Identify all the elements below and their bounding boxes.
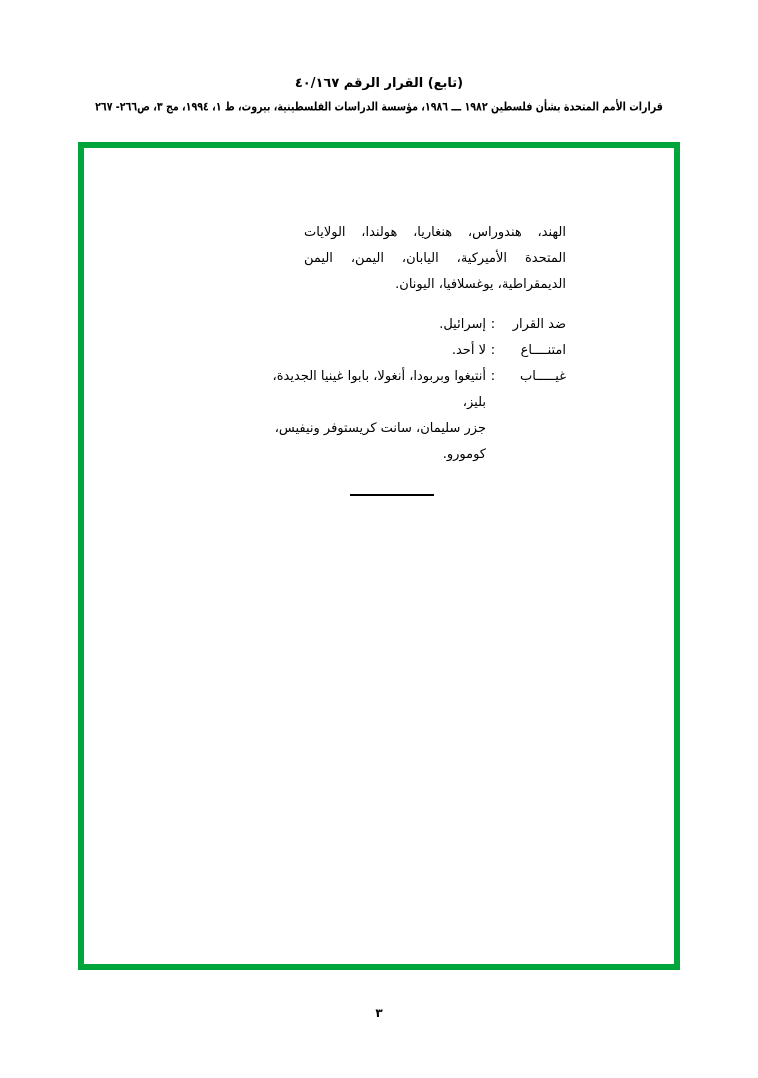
horizontal-rule-divider [350, 494, 434, 496]
vote-label-absent: غيـــــاب [520, 369, 566, 384]
vote-colon: : [490, 317, 496, 332]
header-source-citation: قرارات الأمم المتحدة بشأن فلسطين ١٩٨٢ ـــ ١٩٨٦، مؤسسة الدراسات الفلسطينية، بيروت، ط ١، ١٩٩٤، مج ٣، ص٢٦٦- ٢٦٧ [95, 100, 663, 114]
vote-row [246, 312, 566, 338]
vote-value-absent [246, 364, 486, 468]
vote-value-abstain [246, 338, 486, 364]
page-footer [0, 1006, 758, 1020]
vote-value-line-1: أنتيغوا وبربودا، أنغولا، بابوا غينيا الجديدة، بليز، [272, 369, 486, 410]
countries-line-3: الديمقراطية، يوغسلافيا، اليونان. [395, 277, 566, 292]
vote-colon: : [490, 369, 496, 384]
countries-paragraph [304, 220, 566, 298]
page-header [0, 76, 758, 112]
vote-value-line-2: جزر سليمان، سانت كريستوفر ونيفيس، كومورو. [274, 421, 486, 462]
countries-line-2: المتحدة الأميركية، اليابان، اليمن، اليمن [304, 251, 566, 266]
vote-label-against: ضد القرار [512, 317, 566, 332]
vote-value-line-1: لا أحد. [451, 343, 486, 358]
vote-row [246, 364, 566, 468]
vote-colon: : [490, 343, 496, 358]
vote-result-list [246, 312, 566, 468]
document-content [84, 220, 674, 496]
header-title: (تابع) القرار الرقم ٤٠/١٦٧ [294, 76, 464, 91]
vote-label-abstain: امتنــــاع [520, 343, 566, 358]
page-number: ٣ [375, 1006, 383, 1020]
countries-line-1: الهند، هندوراس، هنغاريا، هولندا، الولايات [304, 225, 566, 240]
vote-row [246, 338, 566, 364]
vote-value-line-1: إسرائيل. [439, 317, 486, 332]
vote-value-against [246, 312, 486, 338]
green-border-frame [78, 142, 680, 970]
